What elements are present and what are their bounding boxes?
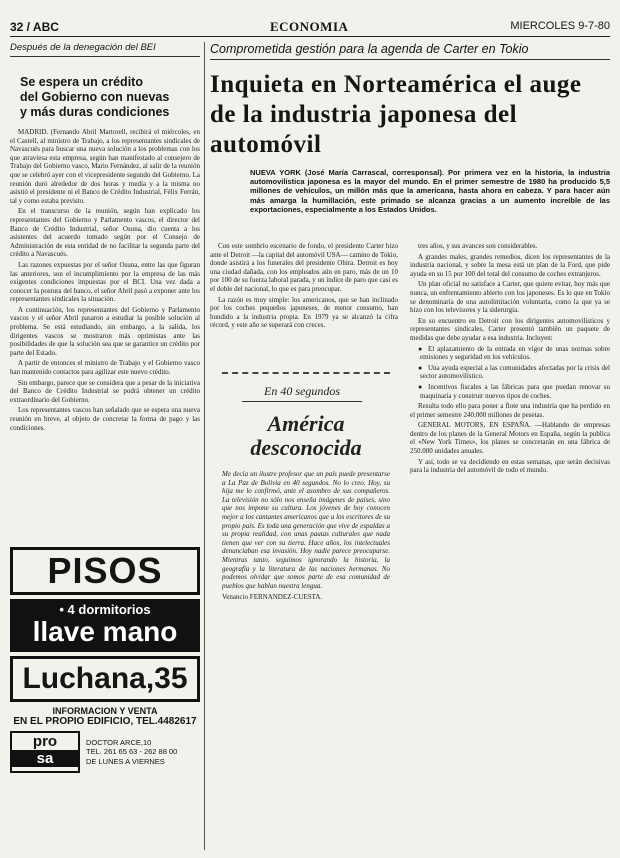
ad-footer [10, 731, 200, 773]
paragraph: Los representantes vascos han señalado que se espera una nueva reunión en breve, al objeto de concretar la forma de pago y las condiciones. [10, 406, 200, 432]
section-title: ECONOMIA [270, 19, 349, 34]
paragraph: MADRID. (Fernando Abril Martorell, recibirá el miércoles, en el Castell, al ministro de Trabajo, a los representantes sindicales de Navascués para buscar una nueva solución a los problemas con los que atraviesa esta empresa, según han manifestado al consejero de Trabajo del Gobierno vasco, Mario Fernández, al salir de la reunión que se celebró ayer con el vicepresidente segundo del Gobierno. La reunión duró alrededor de dos horas y media y a la misma no asistió el presidente ni el Banco de Crédito Industrial, Félix Ferrán, tal y como estaba previsto. [10, 128, 200, 205]
left-headline-line: Se espera un crédito [20, 75, 143, 89]
paragraph: Con este sombrío escenario de fondo, el presidente Carter hizo ante el Detroit —la capital del automóvil USA— camino de Tokio, donde asistirá a los funerales del presidente Ohira. Detroit es hoy una ciudad dañada, con los empleados aún en paro, más de un 10 por 100 de su fuerza laboral parada, y un índice de paro que casi es el doble del nacional, lo que es para preocupar. [210, 242, 398, 293]
left-headline-line: y más duras condiciones [20, 105, 170, 119]
ad-contact [80, 738, 177, 767]
bullet-item: ● Una ayuda especial a las comunidades afectadas por la crisis del sector automovilístico. [410, 364, 610, 381]
logo-top: pro [32, 733, 58, 750]
box-signature: Venancio FERNANDEZ-CUESTA. [222, 593, 323, 602]
ad-dormitorios: • 4 dormitorios [59, 602, 151, 617]
paragraph: A continuación, los representantes del Gobierno y Parlamento vascos y el señor Abril pasaron a estudiar la posible solución al problema. Se está estudiando, sin embargo, a la salida, los dirigentes vascos se mostraron más optimistas ante las posibilidades de que la solución sea que se garantice un crédito por parte del Estado. [10, 305, 200, 357]
real-estate-ad [10, 547, 200, 832]
paragraph: Las razones expuestas por el señor Osuna, entre las que figuran las anteriores, son el incumplimiento por la empresa de las más exigentes condiciones impuestas por el BCI. Una vez dada a conocer la postura del banco, el señor Abril pasó a exponer ante los representantes sindicales la situación. [10, 260, 200, 304]
paragraph: A grandes males, grandes remedios, dicen los representantes de la industria nacional, y sobre la mesa está un plan de la Ford, que pide ayuda en su 15 por 100 del total del consumo de coches extranjeros. [410, 252, 610, 278]
paragraph: En el transcurso de la reunión, según han explicado los representantes del Gobierno y Parlamento vascos, el director del Banco de Crédito Industrial, señor Osuna, dio cuenta a los asistentes del acuerdo tomado según por el Consejo de Administración de esta entidad de no facilitar la segunda parte del crédito a Navascués. [10, 207, 200, 259]
logo-bottom: sa [12, 750, 78, 767]
right-body [210, 242, 610, 847]
box-title-line: desconocida [250, 435, 362, 460]
contact-line: DE LUNES A VIERNES [86, 756, 165, 766]
paragraph: Un plan oficial no satisface a Carter, que quiere evitar, hoy más que nunca, un enfrentamiento abierto con los japoneses. Es lo que en Tokio se denominaría de una autolimitación voluntaria, como la que ya se hizo con los televisores y la siderurgia. [410, 280, 610, 315]
ad-pisos: PISOS [10, 547, 200, 595]
right-body-col-1 [210, 242, 398, 847]
right-headline-line: de la industria japonesa del automóvil [210, 101, 518, 158]
paragraph: Y así, todo se va decidiendo en estas semanas, que serán decisivas para la industria del automóvil de todo el mundo. [410, 457, 610, 475]
box-title [222, 412, 390, 460]
paragraph: Sin embargo, parece que se considera que a pesar de la iniciativa del Banco de Crédito Industrial se podrá obtener un crédito extraordinario del Gobierno. [10, 378, 200, 404]
column-divider [204, 42, 205, 850]
right-body-col-2 [410, 242, 610, 847]
page-number: 32 / ABC [10, 20, 59, 34]
bullet-item: ● El aplazamiento de la entrada en vigor de unas normas sobre emisiones y seguridad en los vehículos. [410, 345, 610, 362]
left-article-body [10, 128, 200, 432]
paragraph: En su encuentro en Detroit con los dirigentes automovilísticos y representantes sindicales, Carter presentó también un paquete de medidas que debe ayudar a esa industria. Incluyen: [410, 316, 610, 342]
box-kicker: En 40 segundos [242, 384, 362, 402]
paragraph: Resulta todo ello para poner a flote una industria que ha perdido en el primer semestre 240.000 millones de pesetas. [410, 402, 610, 419]
sidebar-box [222, 372, 390, 844]
page-header [10, 20, 610, 37]
left-headline-line: del Gobierno con nuevas [20, 90, 170, 104]
prosa-logo [10, 731, 80, 773]
ad-dormitorios-block [10, 599, 200, 652]
right-kicker: Comprometida gestión para la agenda de Carter en Tokio [210, 42, 610, 60]
ad-info: INFORMACION Y VENTA [52, 706, 158, 716]
issue-date: MIERCOLES 9-7-80 [510, 20, 610, 32]
right-lead: NUEVA YORK (José María Carrascal, corresponsal). Por primera vez en la historia, la industria automovilística japonesa es la mayor del mundo. En el primer semestre de 1980 ha producido 5,5 millones de vehículos, un millón más que la americana, hasta ahora en cabeza. Y para hacer aún más amarga la humillación, este primado se alcanza gracias a un aumento increíble de las exportaciones, especialmente a los Estados Unidos. [250, 168, 610, 214]
paragraph: La razón es muy simple: los americanos, que se han inclinado por los coches pequeños japoneses, de menor consumo, han hundido a la industria propia. En 1979 ya se alcanzó la cifra récord, y este año se superará con creces. [210, 295, 398, 330]
ad-llave-mano: llave mano [32, 616, 178, 647]
box-title-line: América [267, 411, 345, 436]
ad-address: Luchana,35 [10, 656, 200, 702]
contact-line: TEL. 261 65 63 - 262 88 00 [86, 747, 178, 757]
left-subhead: Después de la denegación del BEI [10, 42, 200, 57]
left-column [10, 42, 200, 850]
right-headline [210, 70, 610, 160]
left-headline [20, 75, 200, 120]
right-headline-line: Inquieta en Norteamérica el auge [210, 71, 582, 98]
paragraph: A partir de entonces el ministro de Trabajo y el Gobierno vasco han mantenido contactos para agilizar este nuevo crédito. [10, 359, 200, 377]
right-article [210, 42, 610, 850]
box-text: Me decía un ilustre profesor que un país puede presentarse a La Paz de Bolivia en 40 segundos. No lo creo. Hoy, su hija me lo confirmó, ante el asombro de sus compañeros. La televisión no sólo nos enseña imágenes de países, sino que nos impone su cultura. Los jóvenes de hoy conocen mejor a los cantantes americanos que a los escritores de su propio país. Es toda una generación que vive de espaldas a su propia realidad, con unas pautas culturales que nada tienen que ver con su tierra. Hace años, los intelectuales denunciaban esa invasión. Hoy nadie parece preocuparse. Mientras tanto, seguimos ignorando la historia, la geografía y la literatura de las naciones hermanas. No podemos olvidar que somos parte de esa comunidad de pueblos que hablan nuestra lengua. [222, 470, 390, 590]
bullet-item: ● Incentivos fiscales a las fábricas para que puedan renovar su maquinaria y construir nuevos tipos de coches. [410, 383, 610, 400]
paragraph: tres años, y sus avances son considerables. [418, 242, 538, 250]
ad-office: EN EL PROPIO EDIFICIO, TEL.4482617 [13, 716, 197, 727]
contact-line: DOCTOR ARCE,10 [86, 737, 152, 747]
paragraph: GENERAL MOTORS, EN ESPAÑA. —Hablando de empresas dentro de los planes de la General Motors en España, según la publica el «New York Times», los planes se concretarán en una fábrica de 250.000 unidades anuales. [410, 421, 610, 456]
